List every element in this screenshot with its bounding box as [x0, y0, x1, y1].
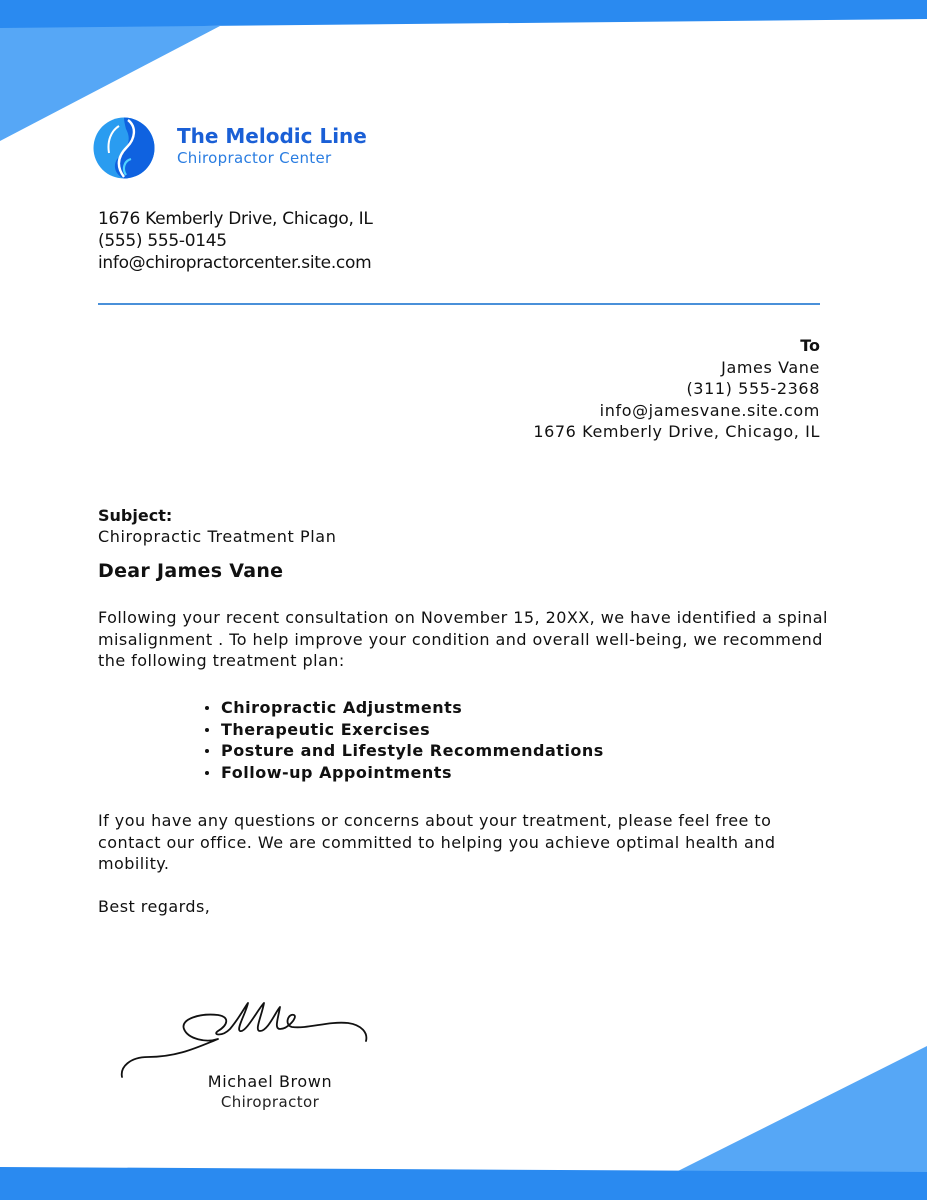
list-item: [204, 740, 604, 762]
brand-name: The Melodic Line: [177, 124, 367, 148]
subject-block: [98, 505, 336, 547]
bullet-icon: [205, 706, 209, 710]
list-item: [204, 697, 604, 719]
sender-phone: (555) 555-0145: [98, 231, 227, 251]
signer-role: Chiropractor: [220, 1093, 320, 1111]
bottom-band: [0, 1167, 927, 1200]
recipient-name: James Vane: [721, 357, 820, 377]
sender-email: info@chiropractorcenter.site.com: [98, 253, 372, 273]
list-item: [204, 719, 604, 741]
recipient-label: To: [800, 336, 820, 355]
list-item-text: Therapeutic Exercises: [221, 719, 431, 739]
bullet-icon: [205, 771, 209, 775]
treatment-list: [204, 697, 604, 783]
closing: Best regards,: [98, 897, 211, 916]
recipient-phone: (311) 555-2368: [686, 379, 820, 398]
spine-logo-icon: [93, 117, 155, 179]
greeting: Dear James Vane: [98, 560, 284, 582]
recipient-email: info@jamesvane.site.com: [599, 400, 820, 420]
recipient-address: 1676 Kemberly Drive, Chicago, IL: [533, 422, 820, 441]
bottom-right-triangle: [676, 1046, 927, 1172]
intro-paragraph: Following your recent consultation on November 15, 20XX, we have identified a spinal misalignment . To help improve your condition and overall well-being, we recommend the following treatment plan:: [98, 608, 828, 670]
outro-paragraph: If you have any questions or concerns about your treatment, please feel free to contact our office. We are committed to helping you achieve optimal health and mobility.: [98, 811, 776, 873]
list-item-text: Follow-up Appointments: [221, 762, 452, 782]
sender-block: [98, 208, 373, 274]
subject-label: Subject:: [98, 506, 173, 525]
bullet-icon: [205, 728, 209, 732]
bullet-icon: [205, 749, 209, 753]
top-band: [0, 0, 927, 28]
list-item: [204, 762, 604, 784]
list-item-text: Chiropractic Adjustments: [221, 698, 463, 717]
sender-address: 1676 Kemberly Drive, Chicago, IL: [98, 209, 373, 229]
list-item-text: Posture and Lifestyle Recommendations: [221, 741, 604, 760]
header-divider: [98, 303, 820, 305]
signer-name: Michael Brown: [207, 1072, 333, 1091]
subject-value: Chiropractic Treatment Plan: [98, 527, 337, 546]
recipient-block: [533, 335, 820, 443]
brand-tagline: Chiropractor Center: [177, 149, 332, 167]
